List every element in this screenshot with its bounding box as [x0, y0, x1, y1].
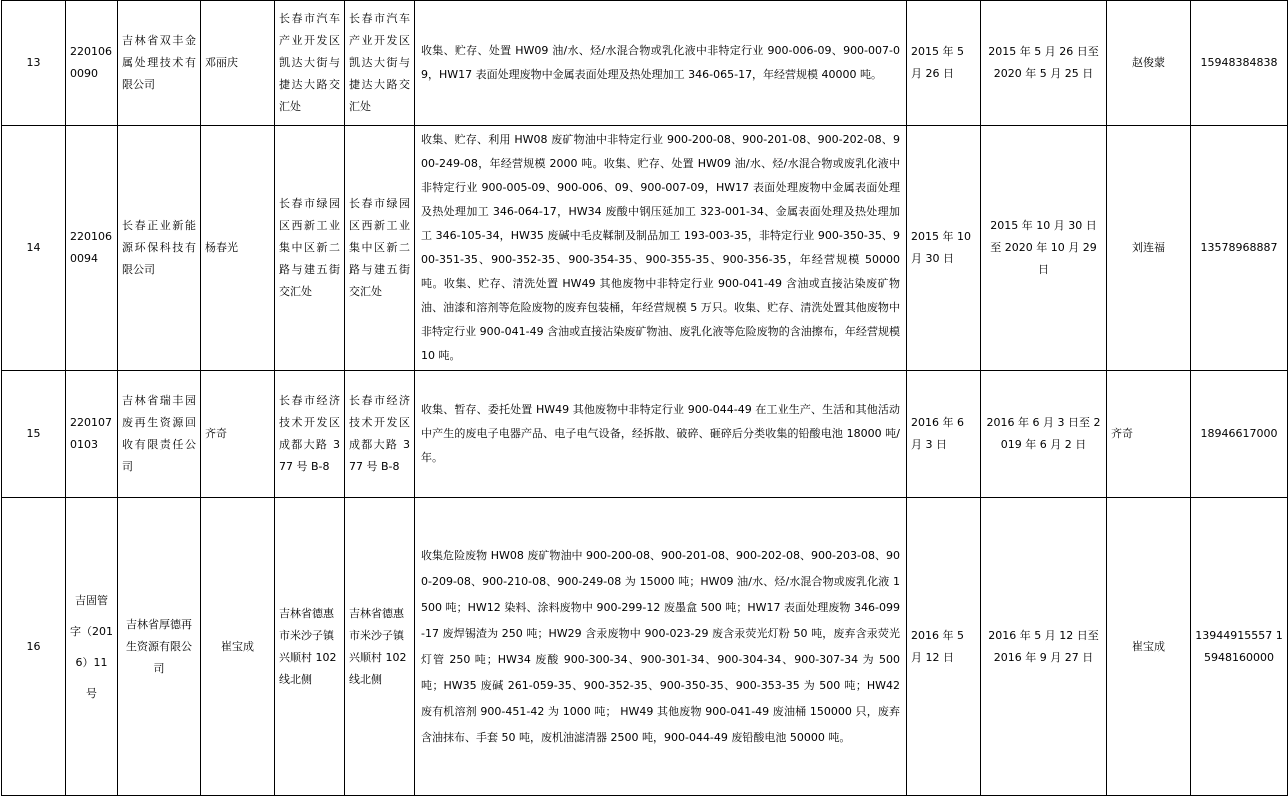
contact-cell: 崔宝成 [1107, 498, 1191, 796]
table-row [2, 371, 1288, 498]
company-cell: 吉林省双丰金属处理技术有限公司 [118, 1, 201, 126]
op-address-cell: 长春市绿园区西新工业集中区新二路与建五街交汇处 [345, 126, 415, 371]
valid-period-cell: 2015 年 10 月 30 日至 2020 年 10 月 29 日 [981, 126, 1107, 371]
reg-address-cell: 长春市汽车产业开发区凯达大街与捷达大路交汇处 [275, 1, 345, 126]
company-cell: 长春正业新能源环保科技有限公司 [118, 126, 201, 371]
company-cell: 吉林省瑞丰园废再生资源回收有限责任公司 [118, 371, 201, 498]
contact-cell: 齐奇 [1107, 371, 1191, 498]
phone-cell: 18946617000 [1191, 371, 1288, 498]
reg-address-cell: 吉林省德惠市米沙子镇兴顺村 102 线北侧 [275, 498, 345, 796]
company-cell: 吉林省厚德再生资源有限公司 [118, 498, 201, 796]
valid-period-cell: 2016 年 6 月 3 日至 2019 年 6 月 2 日 [981, 371, 1107, 498]
legal-rep-cell: 杨春光 [201, 126, 275, 371]
seq-cell: 13 [2, 1, 66, 126]
scope-cell: 收集、贮存、处置 HW09 油/水、烃/水混合物或乳化液中非特定行业 900-006-09、900-007-09，HW17 表面处理废物中金属表面处理及热处理加工 346-065-17，年经营规模 40000 吨。 [415, 1, 907, 126]
issue-date-cell: 2015 年 5 月 26 日 [907, 1, 981, 126]
legal-rep-cell: 崔宝成 [201, 498, 275, 796]
license-no-cell: 2201060094 [66, 126, 118, 371]
valid-period-cell: 2015 年 5 月 26 日至 2020 年 5 月 25 日 [981, 1, 1107, 126]
phone-cell: 13944915557 15948160000 [1191, 498, 1288, 796]
seq-cell: 14 [2, 126, 66, 371]
issue-date-cell: 2016 年 5 月 12 日 [907, 498, 981, 796]
contact-cell: 刘连福 [1107, 126, 1191, 371]
table-row [2, 1, 1288, 126]
license-table [1, 0, 1288, 796]
table-row [2, 498, 1288, 796]
license-no-cell: 2201060090 [66, 1, 118, 126]
issue-date-cell: 2015 年 10 月 30 日 [907, 126, 981, 371]
table-row [2, 126, 1288, 371]
op-address-cell: 长春市经济技术开发区成都大路 377 号 B-8 [345, 371, 415, 498]
license-no-cell: 吉固管字（2016）11 号 [66, 498, 118, 796]
seq-cell: 15 [2, 371, 66, 498]
op-address-cell: 长春市汽车产业开发区凯达大街与捷达大路交汇处 [345, 1, 415, 126]
seq-cell: 16 [2, 498, 66, 796]
phone-cell: 15948384838 [1191, 1, 1288, 126]
phone-cell: 13578968887 [1191, 126, 1288, 371]
valid-period-cell: 2016 年 5 月 12 日至 2016 年 9 月 27 日 [981, 498, 1107, 796]
scope-cell: 收集、贮存、利用 HW08 废矿物油中非特定行业 900-200-08、900-201-08、900-202-08、900-249-08，年经营规模 2000 吨。收集、贮存、处置 HW09 油/水、烃/水混合物或废乳化液中非特定行业 900-005-09、900-006、09、900-007-09，HW17 表面处理废物中金属表面处理及热处理加工 346-064-17，HW34 废酸中钢压延加工 323-001-34、金属表面处理及热处理加工 346-105-34，HW35 废碱中毛皮鞣制及制品加工 193-003-35，非特定行业 900-350-35、900-351-35、900-352-35、900-354-35、900-355-35、900-356-35，年经营规模 50000 吨。收集、贮存、清洗处置 HW49 其他废物中非特定行业 900-041-49 含油或直接沾染废矿物油、油漆和溶剂等危险废物的废弃包装桶，年经营规模 5 万只。收集、贮存、清洗处置其他废物中非特定行业 900-041-49 含油或直接沾染废矿物油、废乳化液等危险废物的含油擦布，年经营规模 10 吨。 [415, 126, 907, 371]
scope-cell: 收集危险废物 HW08 废矿物油中 900-200-08、900-201-08、900-202-08、900-203-08、900-209-08、900-210-08、900-249-08 为 15000 吨；HW09 油/水、烃/水混合物或废乳化液 1500 吨；HW12 染料、涂料废物中 900-299-12 废墨盒 500 吨；HW17 表面处理废物 346-099-17 废焊锡渣为 250 吨；HW29 含汞废物中 900-023-29 废含汞荧光灯粉 50 吨，废弃含汞荧光灯管 250 吨；HW34 废酸 900-300-34、900-301-34、900-304-34、900-307-34 为 500 吨；HW35 废碱 261-059-35、900-352-35、900-350-35、900-353-35 为 500 吨；HW42 废有机溶剂 900-451-42 为 1000 吨； HW49 其他废物 900-041-49 废油桶 150000 只，废弃含油抹布、手套 50 吨，废机油滤清器 2500 吨，900-044-49 废铅酸电池 50000 吨。 [415, 498, 907, 796]
legal-rep-cell: 邓丽庆 [201, 1, 275, 126]
reg-address-cell: 长春市经济技术开发区成都大路 377 号 B-8 [275, 371, 345, 498]
legal-rep-cell: 齐奇 [201, 371, 275, 498]
scope-cell: 收集、暂存、委托处置 HW49 其他废物中非特定行业 900-044-49 在工业生产、生活和其他活动中产生的废电子电器产品、电子电气设备，经拆散、破碎、砸碎后分类收集的铅酸电池 18000 吨/年。 [415, 371, 907, 498]
issue-date-cell: 2016 年 6 月 3 日 [907, 371, 981, 498]
reg-address-cell: 长春市绿园区西新工业集中区新二路与建五街交汇处 [275, 126, 345, 371]
op-address-cell: 吉林省德惠市米沙子镇兴顺村 102 线北侧 [345, 498, 415, 796]
license-no-cell: 2201070103 [66, 371, 118, 498]
contact-cell: 赵俊蒙 [1107, 1, 1191, 126]
